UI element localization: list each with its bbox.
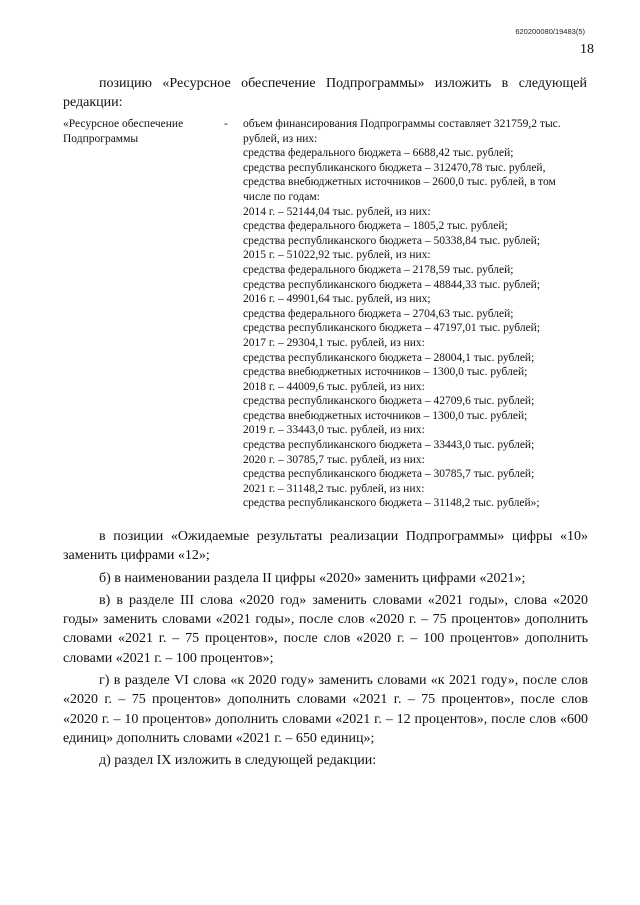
funding-line: средства республиканского бюджета – 30785,7 тыс. рублей; xyxy=(243,468,535,481)
edit-paragraph: д) раздел IX изложить в следующей редакции: xyxy=(99,753,377,769)
document-id: 620200080/19483(5) xyxy=(515,27,585,36)
funding-line: средства федерального бюджета – 6688,42 тыс. рублей; xyxy=(243,147,514,160)
funding-line: числе по годам: xyxy=(243,190,320,203)
funding-line: средства республиканского бюджета – 48844,33 тыс. рублей; xyxy=(243,278,541,291)
intro-paragraph: позицию «Ресурсное обеспечение Подпрограммы» изложить в следующей редакции: xyxy=(63,76,587,110)
funding-line: 2014 г. – 52144,04 тыс. рублей, из них: xyxy=(243,205,431,218)
funding-line: 2021 г. – 31148,2 тыс. рублей, из них: xyxy=(243,482,425,495)
edits-list xyxy=(63,527,588,774)
funding-line: средства внебюджетных источников – 1300,0 тыс. рублей; xyxy=(243,366,528,379)
funding-line: 2015 г. – 51022,92 тыс. рублей, из них: xyxy=(243,249,431,262)
funding-line: средства республиканского бюджета – 312470,78 тыс. рублей, xyxy=(243,161,546,174)
resource-dash: - xyxy=(224,118,228,130)
page-number: 18 xyxy=(580,42,594,57)
funding-line: средства внебюджетных источников – 2600,0 тыс. рублей, в том xyxy=(243,176,556,189)
funding-line: рублей, из них: xyxy=(243,132,318,145)
funding-line: 2019 г. – 33443,0 тыс. рублей, из них: xyxy=(243,424,425,437)
funding-line: средства республиканского бюджета – 31148,2 тыс. рублей»; xyxy=(243,497,540,510)
funding-line: средства федерального бюджета – 2178,59 тыс. рублей; xyxy=(243,263,514,276)
funding-line: средства республиканского бюджета – 50338,84 тыс. рублей; xyxy=(243,234,541,247)
funding-line: средства республиканского бюджета – 28004,1 тыс. рублей; xyxy=(243,351,535,364)
edit-paragraph: б) в наименовании раздела II цифры «2020» заменить цифрами «2021»; xyxy=(99,570,526,586)
funding-line: средства федерального бюджета – 1805,2 тыс. рублей; xyxy=(243,220,508,233)
funding-line: средства внебюджетных источников – 1300,0 тыс. рублей; xyxy=(243,409,528,422)
funding-line: объем финансирования Подпрограммы составляет 321759,2 тыс. xyxy=(243,118,561,130)
edit-paragraph: в) в разделе III слова «2020 год» заменить словами «2021 годы», слова «2020 годы» заменить словами «2021 годы», после слов «2020 г. – 75 процентов» дополнить словами «2021 г. – 75 процентов», после слов «2020 г. – 100 процентов» дополнить словами «2021 г. – 100 процентов»; xyxy=(63,592,588,666)
resource-label: «Ресурсное обеспечение Подпрограммы xyxy=(63,118,184,145)
edit-paragraph: г) в разделе VI слова «к 2020 году» заменить словами «к 2021 году», после слов «2020 г. – 75 процентов» дополнить словами «2021 г. – 75 процентов», после слов «2020 г. – 10 процентов» дополнить словами «2021 г. – 12 процентов», после слов «600 единиц» дополнить словами «2021 г. – 650 единиц»; xyxy=(63,673,588,746)
funding-line: 2016 г. – 49901,64 тыс. рублей, из них; xyxy=(243,293,431,306)
edit-paragraph: в позиции «Ожидаемые результаты реализации Подпрограммы» цифры «10» заменить цифрами «12»; xyxy=(63,529,588,564)
funding-line: 2018 г. – 44009,6 тыс. рублей, из них: xyxy=(243,380,425,393)
funding-line: 2020 г. – 30785,7 тыс. рублей, из них: xyxy=(243,453,425,466)
resource-funding-lines xyxy=(243,117,593,511)
funding-line: средства республиканского бюджета – 33443,0 тыс. рублей; xyxy=(243,439,535,452)
funding-line: средства республиканского бюджета – 42709,6 тыс. рублей; xyxy=(243,395,535,408)
funding-line: 2017 г. – 29304,1 тыс. рублей, из них: xyxy=(243,336,425,349)
funding-line: средства республиканского бюджета – 47197,01 тыс. рублей; xyxy=(243,322,541,335)
funding-line: средства федерального бюджета – 2704,63 тыс. рублей; xyxy=(243,307,514,320)
